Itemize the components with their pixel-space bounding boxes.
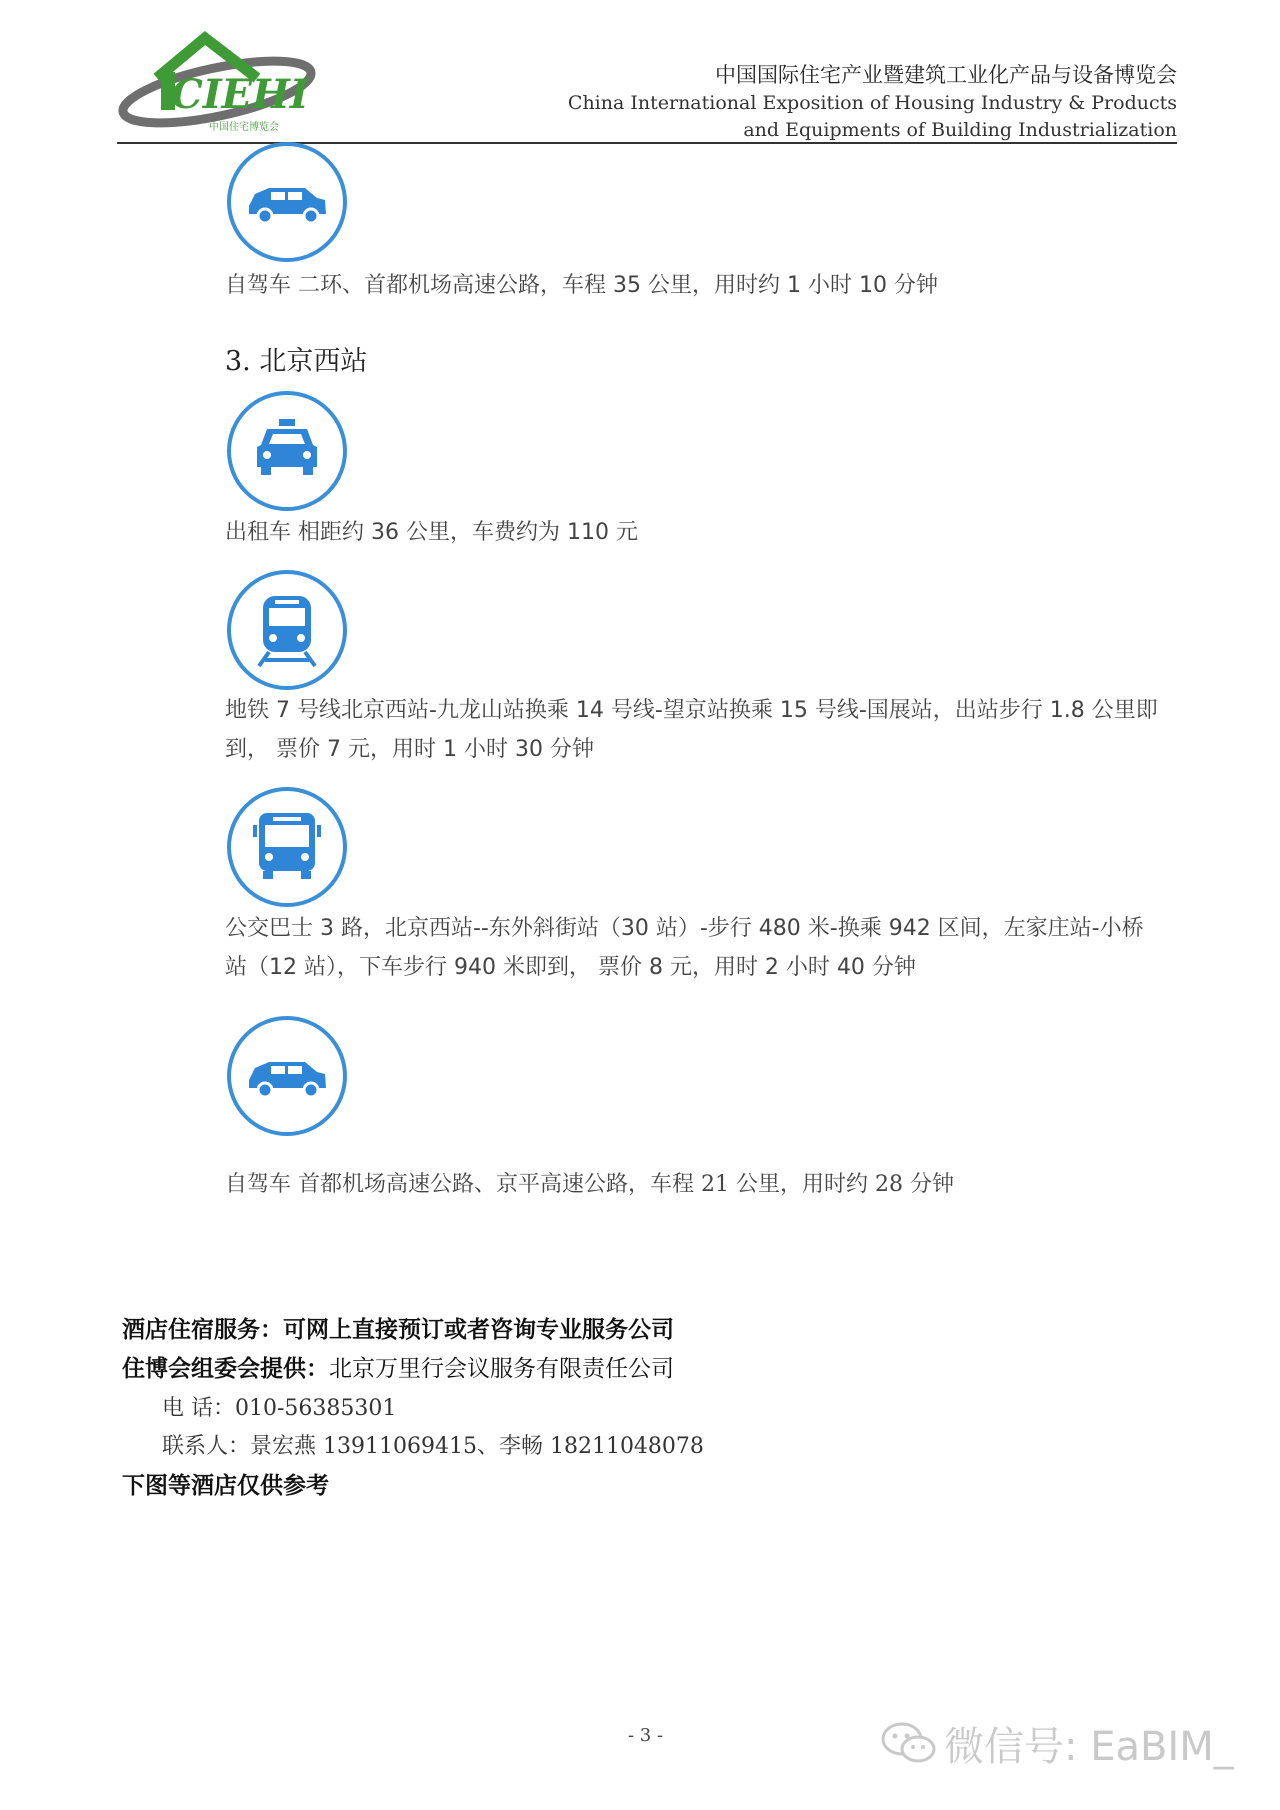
route-bus-line-2: 站（12 站），下车步行 940 米即到， 票价 8 元，用时 2 小时 40 分钟 (225, 955, 916, 980)
hotel-phone: 电 话：010-56385301 (162, 1396, 397, 1421)
hotel-provider-label: 住博会组委会提供： (122, 1356, 329, 1382)
subway-icon (225, 568, 349, 692)
bus-icon (225, 785, 349, 909)
hotel-note: 下图等酒店仅供参考 (122, 1473, 329, 1499)
hotel-service-value: 可网上直接预订或者咨询专业服务公司 (283, 1317, 674, 1343)
wechat-icon (880, 1721, 938, 1765)
watermark-text: 微信号: EaBIM_ (944, 1723, 1234, 1770)
svg-text:CIEHI: CIEHI (171, 71, 309, 118)
route-bus-line-1: 公交巴士 3 路，北京西站--东外斜街站（30 站）-步行 480 米-换乘 942 区间，左家庄站-小桥 (225, 916, 1144, 941)
hotel-service-line (122, 1311, 674, 1344)
wechat-watermark (880, 1718, 1234, 1768)
header-title-cn: 中国国际住宅产业暨建筑工业化产品与设备博览会 (715, 63, 1177, 87)
route-subway-line-2: 到， 票价 7 元，用时 1 小时 30 分钟 (225, 737, 594, 762)
ciehi-logo (117, 26, 317, 136)
hotel-provider-line (122, 1350, 674, 1383)
taxi-icon (225, 389, 349, 513)
svg-text:中国住宅博览会: 中国住宅博览会 (209, 122, 279, 133)
section-title: 3. 北京西站 (225, 346, 368, 377)
car-icon (225, 1014, 349, 1138)
route-car2-line: 自驾车 首都机场高速公路、京平高速公路，车程 21 公里，用时约 28 分钟 (225, 1172, 954, 1197)
route-car-line: 自驾车 二环、首都机场高速公路，车程 35 公里，用时约 1 小时 10 分钟 (225, 273, 938, 298)
page-header (117, 22, 1177, 144)
route-taxi-line: 出租车 相距约 36 公里，车费约为 110 元 (225, 520, 638, 545)
car-icon (225, 140, 349, 264)
page-number: - 3 - (628, 1725, 664, 1746)
hotel-provider-value: 北京万里行会议服务有限责任公司 (329, 1356, 674, 1382)
header-title-en-1: China International Exposition of Housing Industry & Products (567, 92, 1177, 114)
route-subway-line-1: 地铁 7 号线北京西站-九龙山站换乘 14 号线-望京站换乘 15 号线-国展站，出站步行 1.8 公里即 (225, 698, 1158, 723)
hotel-service-label: 酒店住宿服务： (122, 1317, 283, 1343)
header-titles (568, 60, 1177, 144)
hotel-contact: 联系人：景宏燕 13911069415、李畅 18211048078 (162, 1434, 704, 1459)
header-title-en-2: and Equipments of Building Industrialization (743, 119, 1177, 141)
